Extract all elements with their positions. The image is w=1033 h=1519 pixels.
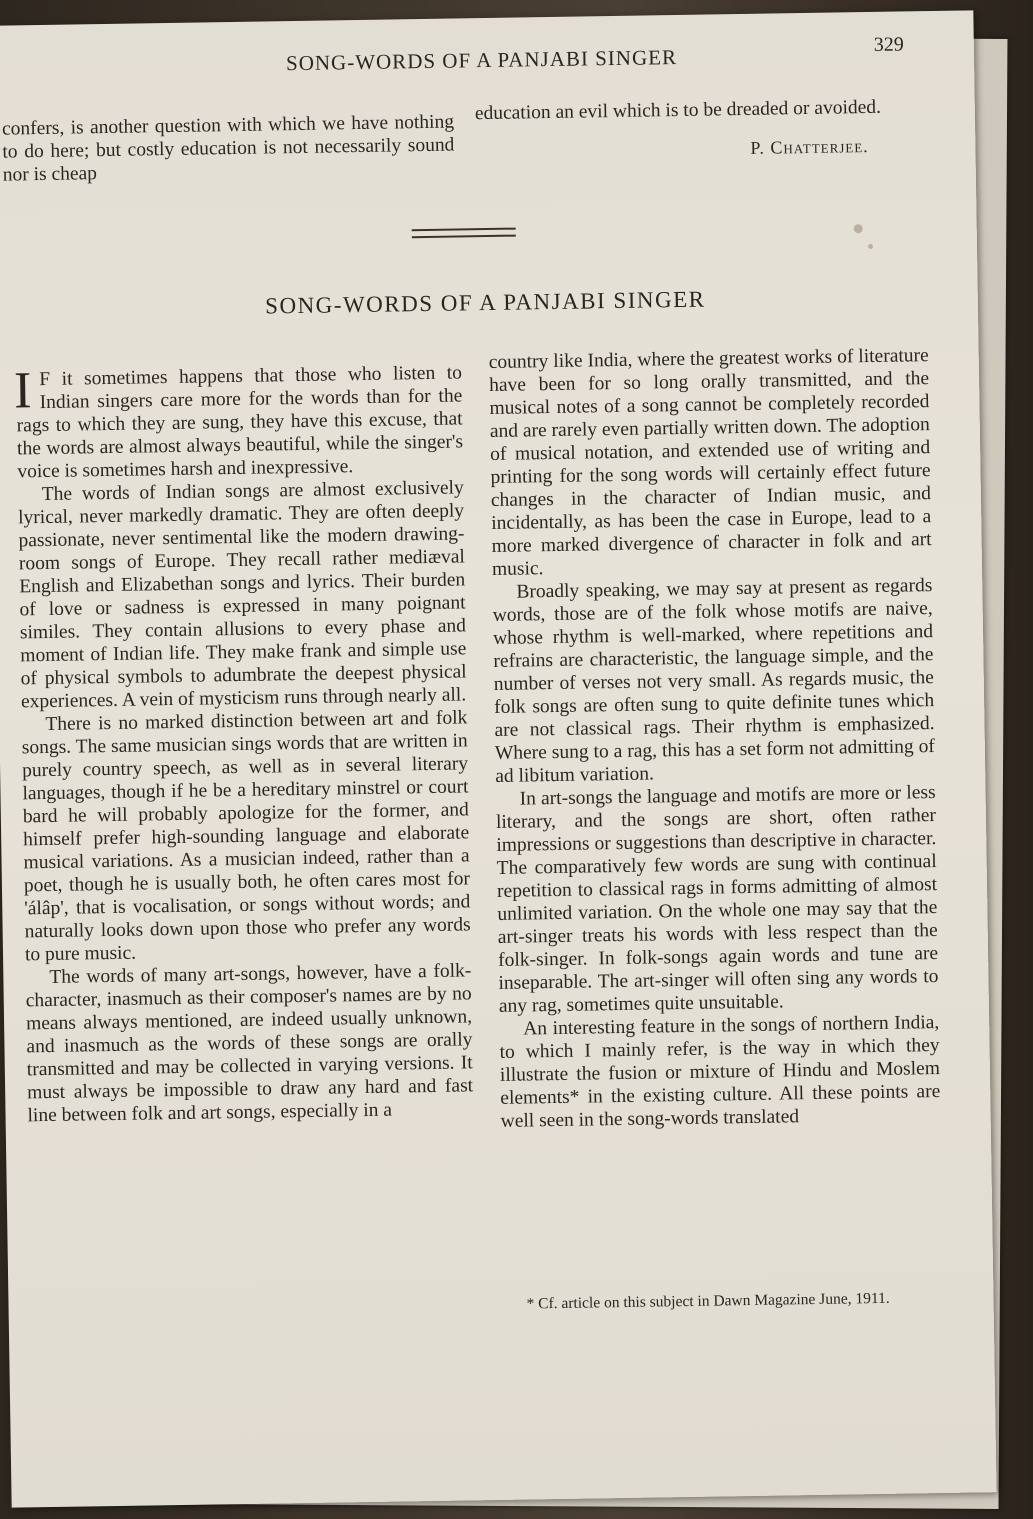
article-paragraph-text: F it sometimes happens that those who listen to Indian singers care more for the words than for the rags to which they are sung, they have this excuse, that the words are almost always beautiful, while the singer's voice is sometimes harsh and inexpressive. bbox=[16, 362, 464, 483]
page-number: 329 bbox=[873, 33, 904, 56]
article-title: SONG-WORDS OF A PANJABI SINGER bbox=[264, 286, 706, 319]
previous-article-left-text bbox=[2, 111, 455, 187]
author-signature: P. Chatterjee. bbox=[750, 136, 869, 158]
article-paragraph: country like India, where the greatest works of literature have been for so long orally transmitted, and the musical notes of a song cannot be completely recorded and are rarely even partially written down. The adoption of musical notation, and extended use of writing and printing for the song words will certainly effect future changes in the character of Indian music, and incidentally, as has been the case in Europe, lead to a more marked divergence of character in folk and art music. bbox=[488, 345, 932, 580]
previous-article-left-paragraph: confers, is another question with which we have nothing to do here; but costly education is not necessarily sound nor is cheap bbox=[1, 111, 455, 186]
article-paragraph: The words of Indian songs are almost exclusively lyrical, never markedly dramatic. They are often deeply passionate, never sentimental like the modern drawing-room songs of Europe. They recall rather mediæval English and Elizabethan songs and lyrics. Their burden of love or sadness is expressed in many poignant similes. They contain allusions to every phase and moment of Indian life. They make frank and simple use of physical symbols to adumbrate the deepest physical experiences. A vein of mysticism runs through nearly all. bbox=[17, 477, 467, 713]
footnote: * Cf. article on this subject in Dawn Magazine June, 1911. bbox=[526, 1289, 890, 1313]
article-paragraph: An interesting feature in the songs of northern India, to which I mainly refer, is the way in which they illustrate the fusion or mixture of Hindu and Moslem elements* in the existing culture. All these points are well seen in the song-words translated bbox=[499, 1012, 941, 1132]
article-paragraph bbox=[13, 361, 464, 483]
drop-cap: I bbox=[13, 362, 32, 420]
foxing-spot bbox=[868, 244, 873, 249]
previous-article-right-paragraph: education an evil which is to be dreaded or avoided. bbox=[474, 96, 882, 125]
article-paragraph: There is no marked distinction between art and folk songs. The same musician sings words that are written in purely country speech, as well as in several literary languages, though if he be a hereditary minstrel or court bard he will probably apologize for the former, and himself prefer high-sounding language and elaborate musical variations. As a musician indeed, rather than a poet, though he is usually both, he often cares most for 'álâp', that is vocalisation, or songs without words; and naturally looks down upon those who prefer any words to pure music. bbox=[21, 707, 471, 966]
previous-article-right-text bbox=[475, 95, 905, 125]
running-title: SONG-WORDS OF A PANJABI SINGER bbox=[285, 45, 678, 76]
magazine-page bbox=[0, 10, 997, 1507]
foxing-spot bbox=[854, 224, 863, 233]
article-paragraph: Broadly speaking, we may say at present as regards words, those are of the folk whose motifs are naive, whose rhythm is well-marked, where repetitions and refrains are characteristic, the language simple, and the number of verses not very small. As regards music, the folk songs are often sung to quite definite tunes which are not classical rags. Their rhythm is emphasized. Where sung to a rag, this has a set form not admitting of ad libitum variation. bbox=[492, 575, 936, 787]
article-left-column bbox=[13, 361, 474, 1127]
article-paragraph: The words of many art-songs, however, have a folk-character, inasmuch as their composer's names are by no means always mentioned, are indeed usually unknown, and inasmuch as the words of these songs are orally transmitted and may be collected in varying versions. It must always be impossible to draw any hard and fast line between folk and art songs, especially in a bbox=[25, 960, 474, 1127]
article-right-column bbox=[489, 344, 941, 1133]
article-paragraph: In art-songs the language and motifs are more or less literary, and the songs are short, often rather impressions or suggestions than descriptive in character. The comparatively few words are sung with continual repetition to classical rags in forms admitting of almost unlimited variation. On the whole one may say that the art-singer treats his words with less respect than the folk-singer. In folk-songs again words and tune are inseparable. The art-singer will often sing any words to any rag, sometimes quite unsuitable. bbox=[495, 782, 939, 1017]
section-divider-rule bbox=[412, 228, 516, 239]
